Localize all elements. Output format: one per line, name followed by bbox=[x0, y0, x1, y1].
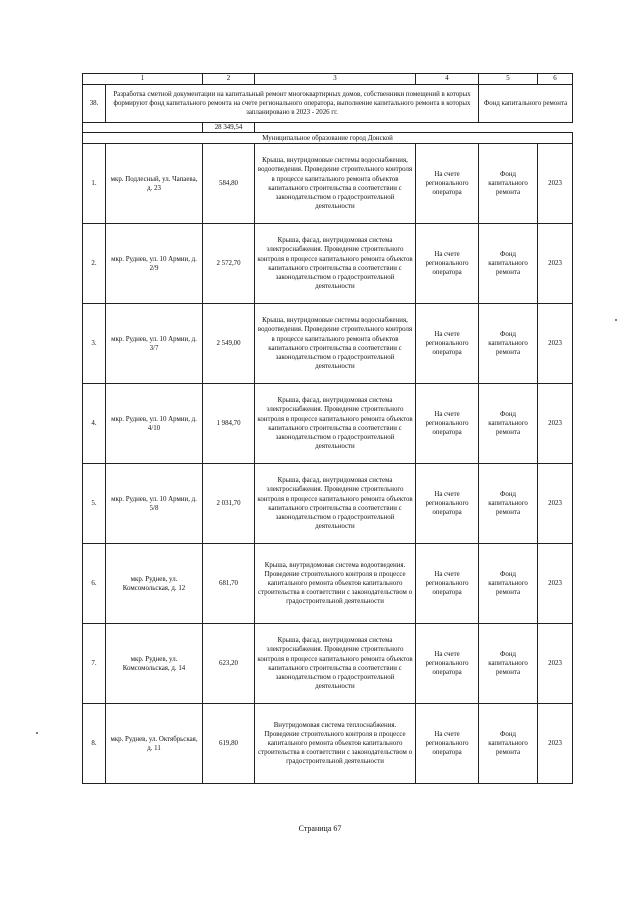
fund-account: На счете регионального оператора bbox=[416, 704, 479, 784]
plan-year: 2023 bbox=[538, 624, 573, 704]
plan-year: 2023 bbox=[538, 224, 573, 304]
municipality-title: Муниципальное образование город Донской bbox=[83, 133, 573, 144]
repair-cost: 584,80 bbox=[203, 144, 255, 224]
funding-source: Фонд капитального ремонта bbox=[479, 224, 538, 304]
funding-source: Фонд капитального ремонта bbox=[479, 144, 538, 224]
plan-year: 2023 bbox=[538, 144, 573, 224]
funding-source: Фонд капитального ремонта bbox=[479, 384, 538, 464]
row-number: 3. bbox=[83, 304, 106, 384]
repair-cost: 619,80 bbox=[203, 704, 255, 784]
row-number: 5. bbox=[83, 464, 106, 544]
row-number: 7. bbox=[83, 624, 106, 704]
funding-source: Фонд капитального ремонта bbox=[479, 304, 538, 384]
header-cell: 1 bbox=[83, 74, 203, 85]
municipality-row bbox=[83, 133, 573, 144]
header-cell: 5 bbox=[479, 74, 538, 85]
fund-account: На счете регионального оператора bbox=[416, 304, 479, 384]
plan-year: 2023 bbox=[538, 304, 573, 384]
page-number: Страница 67 bbox=[298, 824, 342, 833]
repair-cost: 623,20 bbox=[203, 624, 255, 704]
funding-source: Фонд капитального ремонта bbox=[479, 704, 538, 784]
total-amount: 28 349,54 bbox=[203, 123, 255, 133]
section-description: Разработка сметной документации на капитальный ремонт многоквартирных домов, собственники помещений в которых формируют фонд капитального ремонта на счете регионального оператора, выполнение капитального ремонта в которых запланировано в 2023 - 2026 гг. bbox=[106, 85, 479, 123]
plan-year: 2023 bbox=[538, 464, 573, 544]
plan-year: 2023 bbox=[538, 384, 573, 464]
table-row bbox=[83, 704, 573, 784]
repair-cost: 2 549,00 bbox=[203, 304, 255, 384]
scan-speck bbox=[36, 732, 38, 734]
column-number-row bbox=[83, 74, 573, 85]
table-row bbox=[83, 624, 573, 704]
table-row bbox=[83, 144, 573, 224]
plan-year: 2023 bbox=[538, 704, 573, 784]
section-row-38 bbox=[83, 85, 573, 123]
plan-year: 2023 bbox=[538, 544, 573, 624]
repair-cost: 2 572,70 bbox=[203, 224, 255, 304]
capital-repair-table bbox=[82, 73, 573, 784]
funding-source: Фонд капитального ремонта bbox=[479, 624, 538, 704]
repair-cost: 2 031,70 bbox=[203, 464, 255, 544]
table-row bbox=[83, 544, 573, 624]
row-number: 4. bbox=[83, 384, 106, 464]
row-number: 2. bbox=[83, 224, 106, 304]
repair-cost: 1 984,70 bbox=[203, 384, 255, 464]
works-description: Крыша, внутридомовые системы водоснабжения, водоотведения. Проведение строительного контроля в процессе капитального ремонта объектов капитального строительства в соответствии с законодательством о градостроительной деятельности bbox=[255, 144, 416, 224]
house-address: мкр. Руднев, ул. 10 Армии, д. 2/9 bbox=[106, 224, 203, 304]
table-row bbox=[83, 304, 573, 384]
table-row bbox=[83, 384, 573, 464]
scan-speck bbox=[615, 319, 617, 321]
total-row bbox=[83, 123, 573, 133]
fund-account: На счете регионального оператора bbox=[416, 624, 479, 704]
house-address: мкр. Руднев, ул. 10 Армии, д. 5/8 bbox=[106, 464, 203, 544]
fund-account: На счете регионального оператора bbox=[416, 224, 479, 304]
row-number: 8. bbox=[83, 704, 106, 784]
header-cell: 3 bbox=[255, 74, 416, 85]
row-number: 1. bbox=[83, 144, 106, 224]
header-cell: 4 bbox=[416, 74, 479, 85]
house-address: мкр. Подлесный, ул. Чапаева, д. 23 bbox=[106, 144, 203, 224]
house-address: мкр. Руднев, ул. Комсомольская, д. 14 bbox=[106, 624, 203, 704]
works-description: Крыша, фасад, внутридомовая система электроснабжения. Проведение строительного контроля в процессе капитального ремонта объектов капитального строительства в соответствии с законодательством о градостроительной деятельности bbox=[255, 624, 416, 704]
funding-source: Фонд капитального ремонта bbox=[479, 464, 538, 544]
house-address: мкр. Руднев, ул. 10 Армии, д. 4/10 bbox=[106, 384, 203, 464]
header-cell: 2 bbox=[203, 74, 255, 85]
works-description: Крыша, внутридомовая система водоотведения. Проведение строительного контроля в процессе капитального ремонта объектов капитального строительства в соответствии с законодательством о градостроительной деятельности bbox=[255, 544, 416, 624]
fund-account: На счете регионального оператора bbox=[416, 384, 479, 464]
house-address: мкр. Руднев, ул. Комсомольская, д. 12 bbox=[106, 544, 203, 624]
works-description: Внутридомовая система теплоснабжения. Проведение строительного контроля в процессе капитального ремонта объектов капитального строительства в соответствии с законодательством о градостроительной деятельности bbox=[255, 704, 416, 784]
repair-cost: 681,70 bbox=[203, 544, 255, 624]
section-fund: Фонд капитального ремонта bbox=[479, 85, 573, 123]
funding-source: Фонд капитального ремонта bbox=[479, 544, 538, 624]
fund-account: На счете регионального оператора bbox=[416, 464, 479, 544]
table-row bbox=[83, 464, 573, 544]
row-number: 38. bbox=[83, 85, 106, 123]
works-description: Крыша, внутридомовые системы водоснабжения, водоотведения. Проведение строительного контроля в процессе капитального ремонта объектов капитального строительства в соответствии с законодательством о градостроительной деятельности bbox=[255, 304, 416, 384]
works-description: Крыша, фасад, внутридомовая система электроснабжения. Проведение строительного контроля в процессе капитального ремонта объектов капитального строительства в соответствии с законодательством о градостроительной деятельности bbox=[255, 224, 416, 304]
house-address: мкр. Руднев, ул. Октябрьская, д. 11 bbox=[106, 704, 203, 784]
row-number: 6. bbox=[83, 544, 106, 624]
works-description: Крыша, фасад, внутридомовая система электроснабжения. Проведение строительного контроля в процессе капитального ремонта объектов капитального строительства в соответствии с законодательством о градостроительной деятельности bbox=[255, 464, 416, 544]
house-address: мкр. Руднев, ул. 10 Армии, д. 3/7 bbox=[106, 304, 203, 384]
fund-account: На счете регионального оператора bbox=[416, 544, 479, 624]
works-description: Крыша, фасад, внутридомовая система электроснабжения. Проведение строительного контроля в процессе капитального ремонта объектов капитального строительства в соответствии с законодательством о градостроительной деятельности bbox=[255, 384, 416, 464]
header-cell: 6 bbox=[538, 74, 573, 85]
table-row bbox=[83, 224, 573, 304]
fund-account: На счете регионального оператора bbox=[416, 144, 479, 224]
